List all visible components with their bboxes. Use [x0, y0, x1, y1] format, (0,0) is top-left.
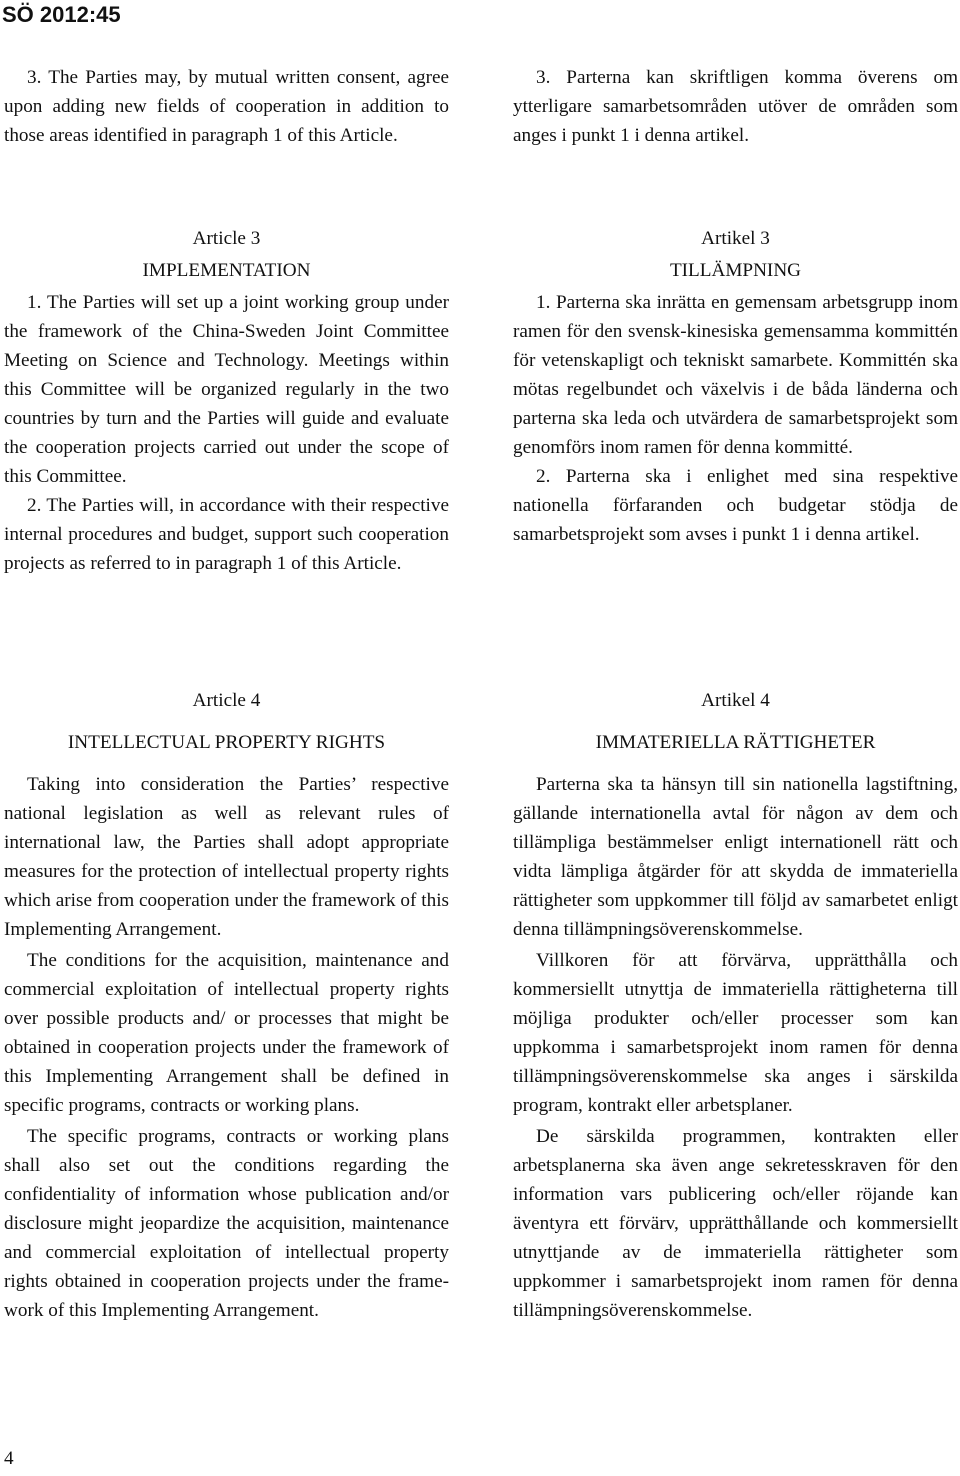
article-4-number: Article 4: [192, 690, 261, 711]
artikel-2-punkt-3: 3. Parterna kan skriftligen komma överens om ytterligare samarbetsområden utöver de områden som anges i punkt 1 i denna artikel.: [513, 67, 958, 146]
article-3-number: Article 3: [192, 228, 261, 249]
article-3-section: [4, 224, 449, 578]
document-series-number: SÖ 2012:45: [2, 2, 121, 27]
artikel-3-number: Artikel 3: [701, 228, 770, 249]
artikel-4-section: [513, 686, 958, 1325]
article-4-section: [4, 686, 449, 1325]
article-3-title: IMPLEMENTATION: [142, 260, 311, 281]
page-number: 4: [4, 1448, 14, 1469]
article-2-paragraph-3: 3. The Parties may, by mutual written consent, agree upon adding new fields of cooperation in addition to those areas identified in paragraph 1 of this Article.: [4, 67, 449, 146]
artikel-3-section: [513, 224, 958, 549]
article-4-paragraph-2: The conditions for the acquisition, maintenance and commercial exploitation of intellectual property rights over possible products and/ or processes that might be obtained in cooperation projects under the framework of this Implementing Arrangement shall be defined in specific programs, contracts or working plans.: [4, 950, 449, 1116]
artikel-3-punkt-2: 2. Parterna ska i enlighet med sina respektive nationella förfaranden och budgetar stödja de samarbetsprojekt som avses i punkt 1 i denna artikel.: [513, 466, 958, 545]
article-4-title: INTELLECTUAL PROPERTY RIGHTS: [67, 732, 386, 753]
article-3-paragraph-2: 2. The Parties will, in accordance with their respective internal procedures and budget, support such cooperation projects as referred to in paragraph 1 of this Article.: [4, 495, 449, 574]
article-3-paragraph-1: 1. The Parties will set up a joint working group under the framework of the China-Sweden Joint Committee Meeting on Science and Technology. Meetings within this Committee will be organized regularly in the two countries by turn and the Parties will guide and evaluate the cooperation projects carried out under the scope of this Committee.: [4, 292, 449, 487]
artikel-4-number: Artikel 4: [701, 690, 770, 711]
artikel-4-stycke-3: De särskilda programmen, kontrakten eller arbetsplanerna ska även ange sekretesskraven för den information vars publicering och/eller röjande kan äventyra ett förvärv, upprätthållande och kommersiellt utnyttjande av de immateriella rättigheter som uppkommer i samarbetsprojekt inom ramen för denna tillämpningsöverenskommelse.: [513, 1126, 958, 1321]
article-4-paragraph-1: Taking into consideration the Parties’ respective national legislation as well as relevant rules of international law, the Parties shall adopt appropriate measures for the protection of intellectual property rights which arise from cooperation under the framework of this Implementing Arrangement.: [4, 774, 449, 940]
artikel-4-stycke-1: Parterna ska ta hänsyn till sin nationella lagstiftning, gällande internationella avtal för någon av dem och tillämpliga bestämmelser enligt internationell rätt och vidta lämpliga åtgärder för att skydda de immateriella rättigheter som uppkommer till följd av samarbetet enligt denna tillämpningsöverenskommelse.: [513, 774, 958, 940]
article-4-paragraph-3: The specific programs, contracts or working plans shall also set out the conditions regarding the confidentiality of information whose publication and/or disclosure might jeopardize the acquisition, maintenance and commercial exploitation of intellectual property rights obtained in cooperation projects under the framework of this Implementing Arrangement.: [4, 1126, 449, 1321]
artikel-4-stycke-2: Villkoren för att förvärva, upprätthålla och kommersiellt utnyttja de immateriella rättigheterna till möjliga produkter och/eller processer som kan uppkomma i samarbetsprojekt inom ramen för denna tillämpningsöverenskommelse ska anges i särskilda program, kontrakt eller arbetsplaner.: [513, 950, 958, 1116]
artikel-3-title: TILLÄMPNING: [669, 260, 802, 281]
artikel-3-punkt-1: 1. Parterna ska inrätta en gemensam arbetsgrupp inom ramen för den svensk-kinesiska gemensamma kommittén för vetenskapligt och tekniskt samarbete. Kommittén ska mötas regelbundet och växelvis i de båda länderna och parterna ska leda och utvärdera de samarbetsprojekt som genomförs inom ramen för denna kommitté.: [513, 292, 958, 458]
artikel-4-title: IMMATERIELLA RÄTTIGHETER: [595, 732, 876, 753]
